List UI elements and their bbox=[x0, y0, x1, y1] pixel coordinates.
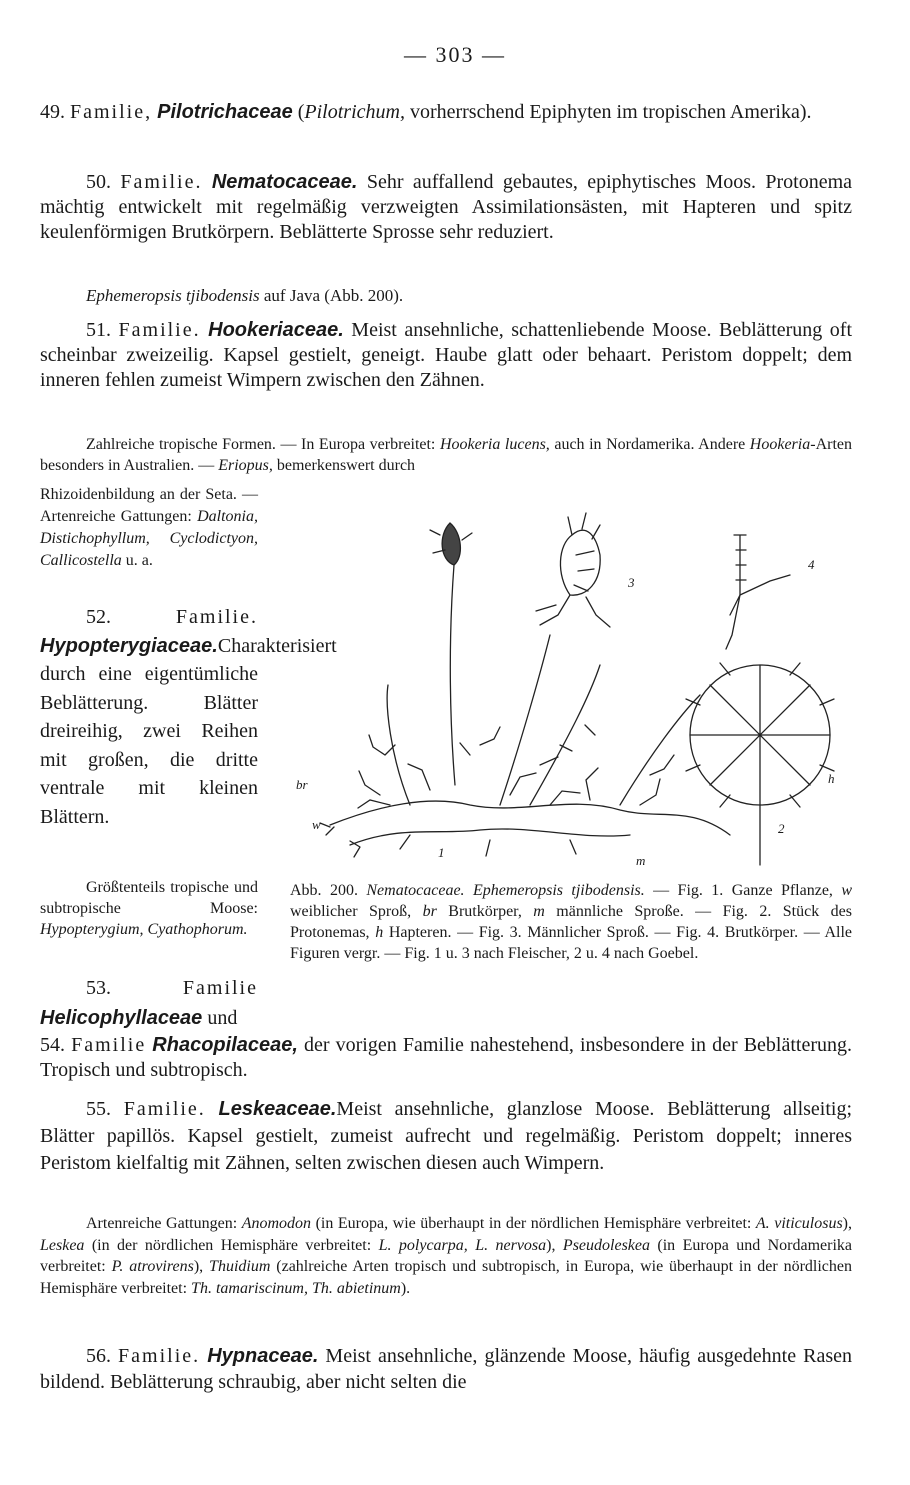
text: (zahlreiche Arten tropisch und subtropisch, in Europa, wie überhaupt in der nördlichen Hemisphäre verbreitet: bbox=[40, 1258, 852, 1297]
species-name: Th. tamariscinum, Th. abietinum bbox=[191, 1279, 401, 1297]
text: vorherrschend Epiphyten im tropischen Amerika). bbox=[404, 101, 812, 123]
example-line-50 bbox=[40, 285, 852, 306]
species-name: A. viticulosus bbox=[755, 1215, 843, 1232]
family-name-helicophyllaceae: Helicophyllaceae bbox=[40, 1007, 203, 1029]
paragraph-family-55 bbox=[40, 1096, 852, 1177]
family-number: 52. bbox=[86, 606, 176, 628]
text: Sehr auffallend gebautes, epiphytisches Moos. Protonema mächtig entwickelt mit regelmäßig verzweigten Assimilationsästen, mit Hapteren und spitz keulenförmigen Brutkörpern. Beblätterte Sprosse sehr reduziert. bbox=[40, 171, 853, 243]
text: u. a. bbox=[121, 552, 153, 569]
figure-caption bbox=[290, 880, 852, 964]
text: weiblicher Sproß, bbox=[290, 903, 423, 920]
label-fig-1: 1 bbox=[438, 845, 445, 860]
figure-abb-200 bbox=[290, 505, 852, 870]
family-name-hookeriaceae: Hookeriaceae. bbox=[208, 319, 344, 341]
text: Artenreiche Gattungen: bbox=[86, 1215, 242, 1232]
family-label: Familie. bbox=[118, 319, 201, 341]
species-name: Hookeria lucens, bbox=[439, 436, 550, 453]
label-fig-2: 2 bbox=[778, 821, 785, 836]
paragraph-family-50 bbox=[40, 170, 852, 245]
text: auf Java (Abb. 200). bbox=[259, 286, 404, 305]
genus-name: Pseudoleskea bbox=[562, 1236, 650, 1254]
family-number: 49. bbox=[40, 101, 70, 123]
text: Meist ansehnliche, glanzlose Moose. Beblätterung allseitig; Blätter papillös. Kapsel gestielt, zumeist aufrecht und regelmäßig. Peristom doppelt; inneres Peristom kielfaltig mit Zähnen, selten zwischen diesen auch Wimpern. bbox=[40, 1098, 853, 1174]
note-family-55 bbox=[40, 1213, 852, 1299]
family-name-rhacopilaceae: Rhacopilaceae, bbox=[152, 1034, 298, 1056]
text: Hapteren. — Fig. 3. Männlicher Sproß. — Fig. 4. Brutkörper. — Alle Figuren vergr. — Fig. 1 u. 3 nach Fleischer, 2 u. 4 nach Goebel. bbox=[290, 924, 853, 962]
page-number: — 303 — bbox=[404, 42, 506, 67]
text: der vorigen Familie nahestehend, insbesondere in der Beblätterung. Tropisch und subtropisch. bbox=[40, 1034, 853, 1081]
label-br: br bbox=[296, 777, 308, 792]
paragraph-family-56 bbox=[40, 1343, 852, 1395]
note-family-51 bbox=[40, 434, 852, 476]
paragraph-family-54 bbox=[40, 1033, 852, 1083]
genus-name: Pilotrichum, bbox=[304, 101, 405, 123]
family-label: Familie bbox=[182, 977, 258, 999]
text: w bbox=[841, 882, 853, 899]
text: m bbox=[533, 903, 545, 920]
family-label: Familie bbox=[71, 1034, 147, 1056]
family-label: Familie. bbox=[123, 1098, 206, 1120]
genus-name: Eriopus, bbox=[218, 457, 273, 474]
species-name: P. atrovirens bbox=[111, 1258, 194, 1275]
family-label: Familie. bbox=[120, 171, 203, 193]
family-label: Familie. bbox=[175, 606, 258, 628]
text: ), bbox=[842, 1215, 852, 1232]
text: -Arten besonders in Australien. — bbox=[40, 436, 852, 474]
text: ). bbox=[400, 1279, 411, 1297]
text: ), bbox=[546, 1236, 563, 1254]
family-number: 53. bbox=[86, 977, 183, 999]
text: Meist ansehnliche, schattenliebende Moose. Beblätterung oft scheinbar zweizeilig. Kapsel gestielt, geneigt. Haube glatt oder behaart. Peristom doppelt; dem inneren fehlen zumeist Wimpern zwischen den Zähnen. bbox=[40, 319, 853, 391]
family-number: 50. bbox=[86, 171, 121, 193]
genus-name: Leskea bbox=[40, 1236, 85, 1254]
family-number: 51. bbox=[86, 319, 119, 341]
family-name-hypnaceae: Hypnaceae. bbox=[207, 1345, 319, 1367]
text: (in Europa, wie überhaupt in der nördlichen Hemisphäre verbreitet: bbox=[311, 1215, 756, 1232]
label-fig-3: 3 bbox=[628, 575, 635, 590]
species-name: Ephemeropsis tjibodensis bbox=[86, 286, 260, 305]
family-label: Familie, bbox=[70, 101, 153, 123]
text: (in Europa und Nordamerika verbreitet: bbox=[40, 1236, 853, 1275]
text: Größtenteils tropische und subtropische Moose: bbox=[40, 879, 258, 917]
text: Rhizoidenbildung an der Seta. — Artenreiche Gattungen: bbox=[40, 486, 258, 525]
paragraph-family-51 bbox=[40, 318, 852, 393]
species-name: L. polycarpa, L. nervosa bbox=[378, 1236, 547, 1254]
paragraph-family-49 bbox=[40, 100, 852, 125]
text: Charakterisiert durch eine eigentümliche Beblätterung. Blätter dreireihig, zwei Reihen mit großen, die dritte ventrale mit kleinen Blättern. bbox=[40, 634, 337, 828]
family-number: 54. bbox=[40, 1034, 72, 1056]
genus-list: Hypopterygium, Cyathophorum. bbox=[40, 921, 248, 938]
note-family-52 bbox=[40, 877, 258, 940]
label-m: m bbox=[636, 853, 646, 868]
genus-name: Anomodon bbox=[241, 1215, 312, 1232]
label-w: w bbox=[312, 817, 321, 832]
text: (in der nördlichen Hemisphäre verbreitet: bbox=[84, 1236, 379, 1254]
text: ( bbox=[292, 101, 305, 123]
genus-name: Hookeria bbox=[749, 436, 811, 453]
family-label: Familie. bbox=[118, 1345, 201, 1367]
text: Brutkörper, bbox=[436, 903, 534, 920]
genus-name: Thuidium bbox=[209, 1258, 271, 1275]
text: — Fig. 1. Ganze Pflanze, bbox=[644, 882, 842, 899]
family-number: 56. bbox=[86, 1345, 119, 1367]
text: bemerkenswert durch bbox=[272, 457, 416, 474]
text: br bbox=[422, 903, 437, 920]
text: h bbox=[375, 924, 384, 941]
family-name-leskeaceae: Leskeaceae. bbox=[218, 1098, 337, 1120]
text: männliche Sproße. — Fig. 2. Stück des Protonemas, bbox=[290, 903, 852, 941]
text: auch in Nordamerika. Andere bbox=[549, 436, 750, 453]
capsule bbox=[442, 523, 460, 565]
family-name-hypopterygiaceae: Hypopterygiaceae. bbox=[40, 634, 218, 657]
moss-illustration bbox=[290, 505, 852, 870]
caption-species: Nematocaceae. Ephemeropsis tjibodensis. bbox=[366, 882, 645, 899]
family-number: 55. bbox=[86, 1098, 124, 1120]
family-name-pilotrichaceae: Pilotrichaceae bbox=[157, 101, 293, 123]
family-name-nematocaceae: Nematocaceae. bbox=[211, 171, 358, 193]
label-h: h bbox=[828, 771, 835, 786]
paragraph-family-53 bbox=[40, 973, 258, 1033]
text: Meist ansehnliche, glänzende Moose, häufig ausgedehnte Rasen bildend. Beblätterung schraubig, aber nicht selten die bbox=[40, 1345, 852, 1393]
text: Abb. 200. bbox=[290, 882, 367, 899]
genus-list: Daltonia, Distichophyllum, Cyclodictyon, Callicostella bbox=[40, 508, 258, 569]
text: Zahlreiche tropische Formen. — In Europa verbreitet: bbox=[86, 436, 440, 453]
note-family-51-continued bbox=[40, 484, 258, 572]
text: ), bbox=[193, 1258, 210, 1275]
seta-stalk bbox=[450, 565, 455, 785]
label-fig-4: 4 bbox=[808, 557, 815, 572]
text: und bbox=[202, 1007, 238, 1029]
